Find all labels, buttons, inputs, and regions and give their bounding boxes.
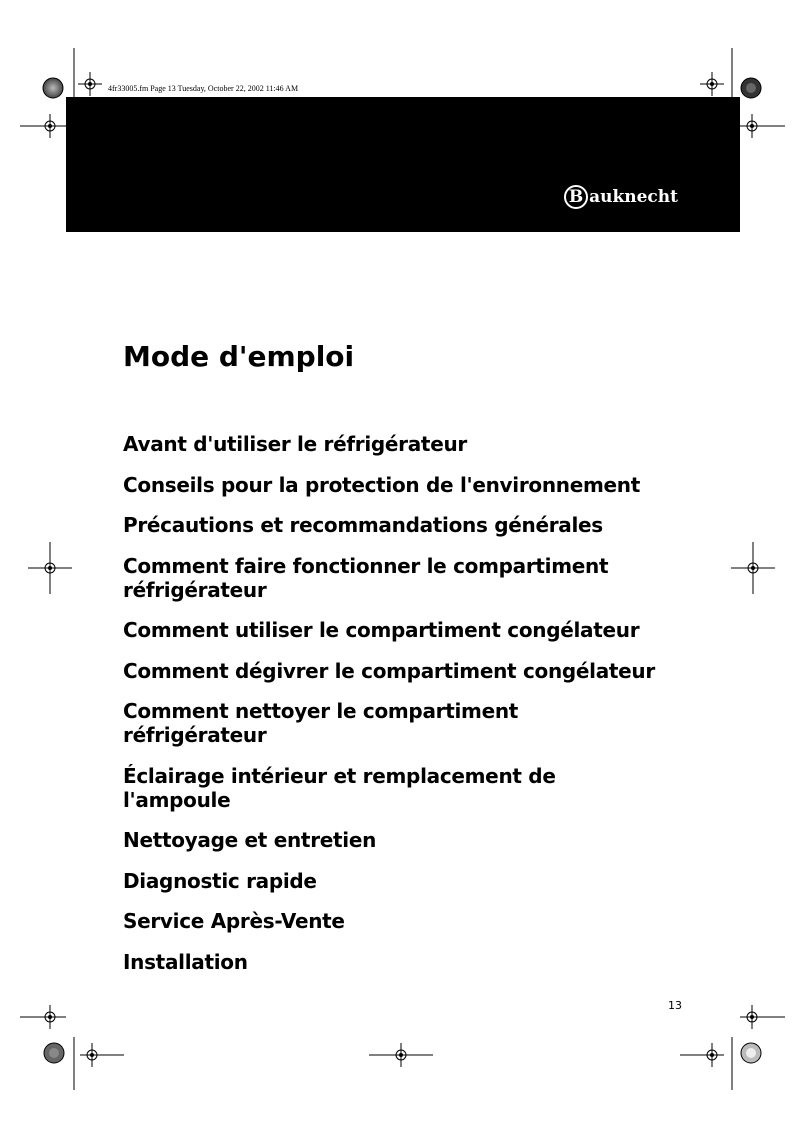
print-info: 4fr33005.fm Page 13 Tuesday, October 22, 2002 11:46 AM xyxy=(108,84,299,93)
toc-item-text: Installation xyxy=(123,949,248,974)
toc-item-fonctionner-refrigerateur xyxy=(123,554,703,602)
brand-name: auknecht xyxy=(589,187,678,207)
calibration-disc-top-left xyxy=(42,77,64,99)
registration-mark-middle-left xyxy=(28,542,72,594)
toc-item-text: Comment faire fonctionner le compartiment xyxy=(123,553,609,578)
toc-item-service-apres-vente xyxy=(123,909,703,933)
toc-item-nettoyer-refrigerateur xyxy=(123,699,703,747)
registration-mark-top-left xyxy=(78,72,102,96)
toc-item-text: Précautions et recommandations générales xyxy=(123,513,603,537)
toc-item-text-continued: réfrigérateur xyxy=(123,723,267,747)
toc-item-text: Nettoyage et entretien xyxy=(123,828,377,852)
toc-item-text: Avant d'utiliser le réfrigérateur xyxy=(123,432,467,456)
registration-mark-bottom-center xyxy=(369,1043,433,1067)
toc-item-text: Comment utiliser le compartiment congélateur xyxy=(123,618,640,642)
registration-mark-bottom-left xyxy=(80,1043,124,1067)
toc-item-installation xyxy=(123,950,703,974)
registration-mark-lower-left xyxy=(38,1005,62,1029)
registration-mark-upper-left xyxy=(38,114,62,138)
brand-logo xyxy=(564,185,678,209)
brand-initial: B xyxy=(564,185,588,209)
page-number: 13 xyxy=(668,999,682,1012)
registration-mark-middle-right xyxy=(731,542,775,594)
calibration-disc-bottom-right xyxy=(740,1042,762,1064)
registration-mark-bottom-right xyxy=(680,1043,724,1067)
toc-item-conseils-environnement xyxy=(123,473,703,497)
toc-item-precautions xyxy=(123,513,703,537)
registration-mark-top-right xyxy=(700,72,724,96)
header-band xyxy=(66,97,740,232)
table-of-contents xyxy=(123,432,703,990)
toc-item-text: Conseils pour la protection de l'environnement xyxy=(123,472,640,497)
toc-item-text: Éclairage intérieur et remplacement de xyxy=(123,763,556,788)
toc-item-diagnostic-rapide xyxy=(123,869,703,893)
toc-item-text-continued: réfrigérateur xyxy=(123,577,267,602)
calibration-disc-bottom-left xyxy=(43,1042,65,1064)
toc-item-avant-utiliser xyxy=(123,432,703,456)
calibration-disc-top-right xyxy=(740,77,762,99)
toc-item-text: Service Après-Vente xyxy=(123,909,345,933)
toc-item-text-continued: l'ampoule xyxy=(123,787,231,812)
toc-item-text: Diagnostic rapide xyxy=(123,868,317,893)
registration-mark-lower-right xyxy=(740,1005,764,1029)
toc-item-eclairage-ampoule xyxy=(123,764,703,812)
document-title: Mode d'emploi xyxy=(123,340,355,373)
registration-mark-upper-right xyxy=(740,114,764,138)
toc-item-degivrer-congelateur xyxy=(123,659,703,683)
toc-item-utiliser-congelateur xyxy=(123,618,703,642)
toc-item-text: Comment nettoyer le compartiment xyxy=(123,699,519,723)
toc-item-text: Comment dégivrer le compartiment congélateur xyxy=(123,658,655,683)
toc-item-nettoyage-entretien xyxy=(123,828,703,852)
